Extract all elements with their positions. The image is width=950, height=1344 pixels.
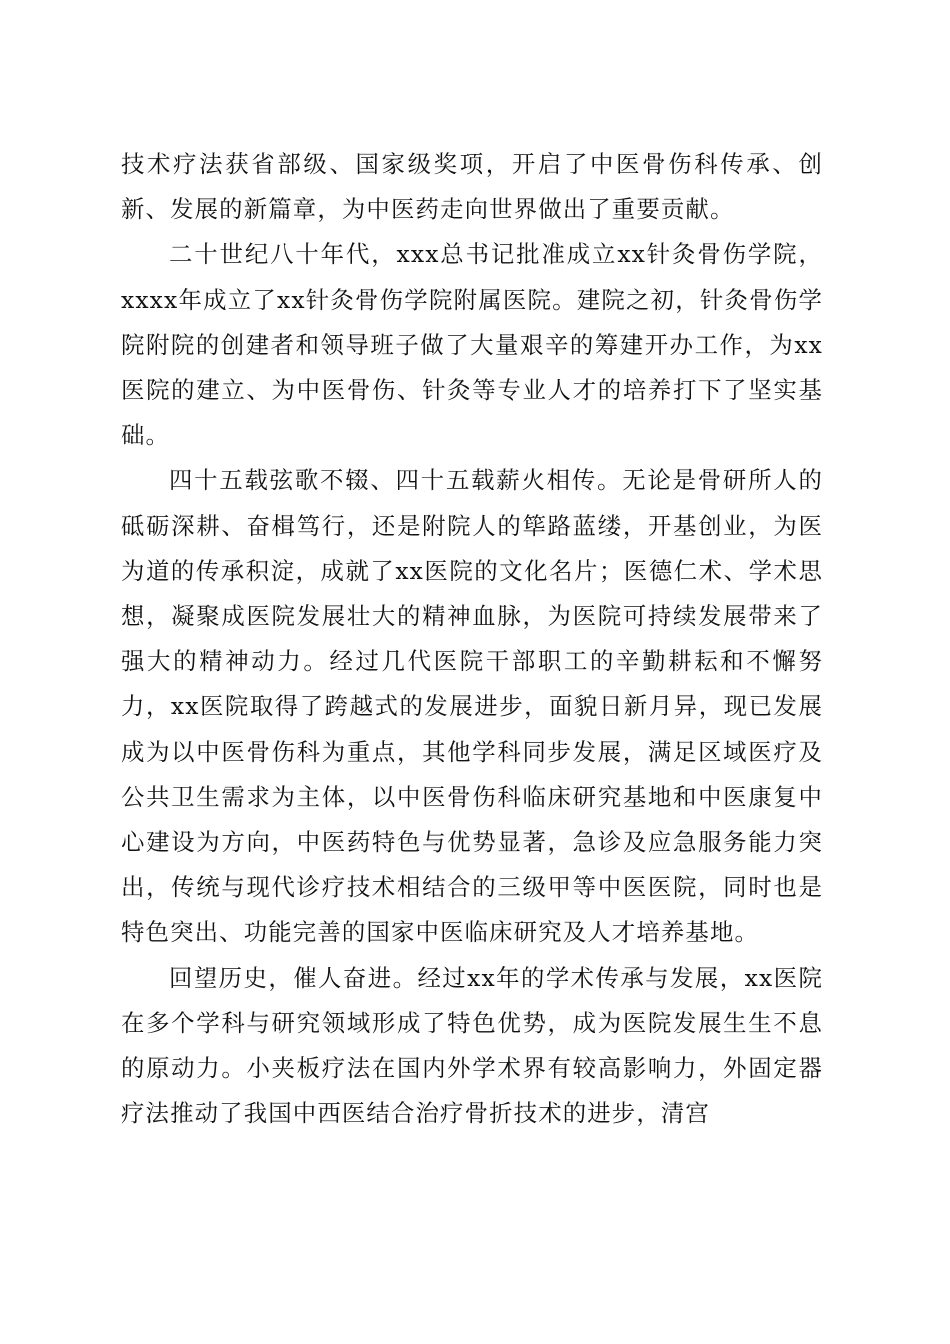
paragraph-1: 技术疗法获省部级、国家级奖项，开启了中医骨伤科传承、创新、发展的新篇章，为中医药走向世界做出了重要贡献。 [121, 150, 823, 224]
paragraph-4: 回望历史，催人奋进。经过xx年的学术传承与发展，xx医院在多个学科与研究领域形成了特色优势，成为医院发展生生不息的原动力。小夹板疗法在国内外学术界有较高影响力，外固定器疗法推动了我国中西医结合治疗骨折技术的进步，清宫 [121, 963, 823, 1128]
body-text [121, 142, 823, 1136]
paragraph-2: 二十世纪八十年代，xxx总书记批准成立xx针灸骨伤学院，xxxx年成立了xx针灸骨伤学院附属医院。建院之初，针灸骨伤学院附院的创建者和领导班子做了大量艰辛的筹建开办工作，为xx医院的建立、为中医骨伤、针灸等专业人才的培养打下了坚实基础。 [121, 240, 823, 450]
paragraph-3: 四十五载弦歌不辍、四十五载薪火相传。无论是骨研所人的砥砺深耕、奋楫笃行，还是附院人的筚路蓝缕，开基创业，为医为道的传承积淀，成就了xx医院的文化名片；医德仁术、学术思想，凝聚成医院发展壮大的精神血脉，为医院可持续发展带来了强大的精神动力。经过几代医院干部职工的辛勤耕耘和不懈努力，xx医院取得了跨越式的发展进步，面貌日新月异，现已发展成为以中医骨伤科为重点，其他学科同步发展，满足区域医疗及公共卫生需求为主体，以中医骨伤科临床研究基地和中医康复中心建设为方向，中医药特色与优势显著，急诊及应急服务能力突出，传统与现代诊疗技术相结合的三级甲等中医医院，同时也是特色突出、功能完善的国家中医临床研究及人才培养基地。 [121, 466, 823, 947]
